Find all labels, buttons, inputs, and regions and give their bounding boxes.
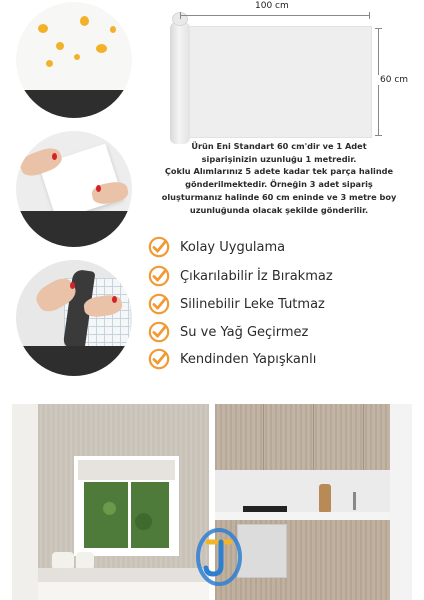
feature-label: Kolay Uygulama — [180, 239, 286, 255]
width-dimension-line — [180, 15, 370, 16]
check-badge-icon — [148, 348, 170, 370]
feature-item — [148, 264, 333, 288]
cabinet-seam — [313, 404, 314, 470]
side-window — [390, 404, 412, 600]
stain-drop — [110, 26, 116, 33]
dark-surface — [16, 90, 132, 118]
nail — [112, 296, 117, 303]
dark-surface — [16, 211, 132, 247]
nail — [52, 153, 57, 160]
film-roll — [170, 22, 190, 144]
nail — [70, 282, 75, 289]
description-line: oluşturmanız halinde 60 cm eninde ve 3 metre boy — [161, 191, 397, 202]
seat-base — [38, 582, 209, 600]
stain-drop — [56, 42, 64, 50]
description-line: Çoklu Alımlarınız 5 adete kadar tek parça halinde — [164, 166, 394, 177]
nail — [96, 185, 101, 192]
product-description — [136, 140, 422, 216]
photo-stain-resistant — [16, 2, 132, 118]
feature-item — [148, 235, 285, 259]
window-blind — [78, 460, 175, 480]
garden-view — [84, 482, 169, 548]
height-label: 60 cm — [378, 75, 411, 85]
check-badge-icon — [148, 236, 170, 258]
stain-drop — [96, 44, 107, 53]
feature-item — [148, 292, 325, 316]
stain-drop — [80, 16, 89, 26]
window-frame — [128, 482, 131, 548]
description-line: uzunluğunda olacak şekilde gönderilir. — [189, 204, 369, 215]
stain-drop — [74, 54, 80, 60]
photo-kitchen — [215, 404, 412, 600]
cutting-board — [319, 484, 331, 512]
cabinet-seam — [363, 404, 364, 470]
check-badge-icon — [148, 265, 170, 287]
stain-drop — [46, 60, 53, 67]
photo-self-adhesive — [16, 260, 132, 376]
dark-surface — [16, 346, 132, 376]
feature-label: Silinebilir Leke Tutmaz — [180, 296, 325, 312]
brand-logo — [196, 528, 242, 586]
feature-label: Çıkarılabilir İz Bırakmaz — [180, 268, 333, 284]
unrolled-sheet — [188, 26, 372, 138]
stain-drop — [38, 24, 48, 33]
window-seat — [38, 568, 209, 582]
feature-item — [148, 320, 308, 344]
feature-label: Su ve Yağ Geçirmez — [180, 324, 309, 340]
photo-easy-application — [16, 131, 132, 247]
feature-label: Kendinden Yapışkanlı — [180, 351, 317, 367]
description-line: Ürün Eni Standart 60 cm'dir ve 1 Adet — [191, 141, 367, 151]
check-badge-icon — [148, 293, 170, 315]
cabinet-seam — [263, 404, 264, 470]
width-label: 100 cm — [252, 1, 292, 11]
check-badge-icon — [148, 321, 170, 343]
description-line: siparişinizin uzunluğu 1 metredir. — [201, 153, 357, 164]
feature-item — [148, 347, 316, 371]
curtain — [12, 404, 38, 600]
photo-living-room — [12, 404, 209, 600]
oven — [237, 524, 287, 578]
faucet — [353, 492, 356, 510]
description-line: gönderilmektedir. Örneğin 3 adet sipariş — [185, 179, 373, 190]
window — [74, 456, 179, 556]
countertop — [215, 512, 412, 520]
